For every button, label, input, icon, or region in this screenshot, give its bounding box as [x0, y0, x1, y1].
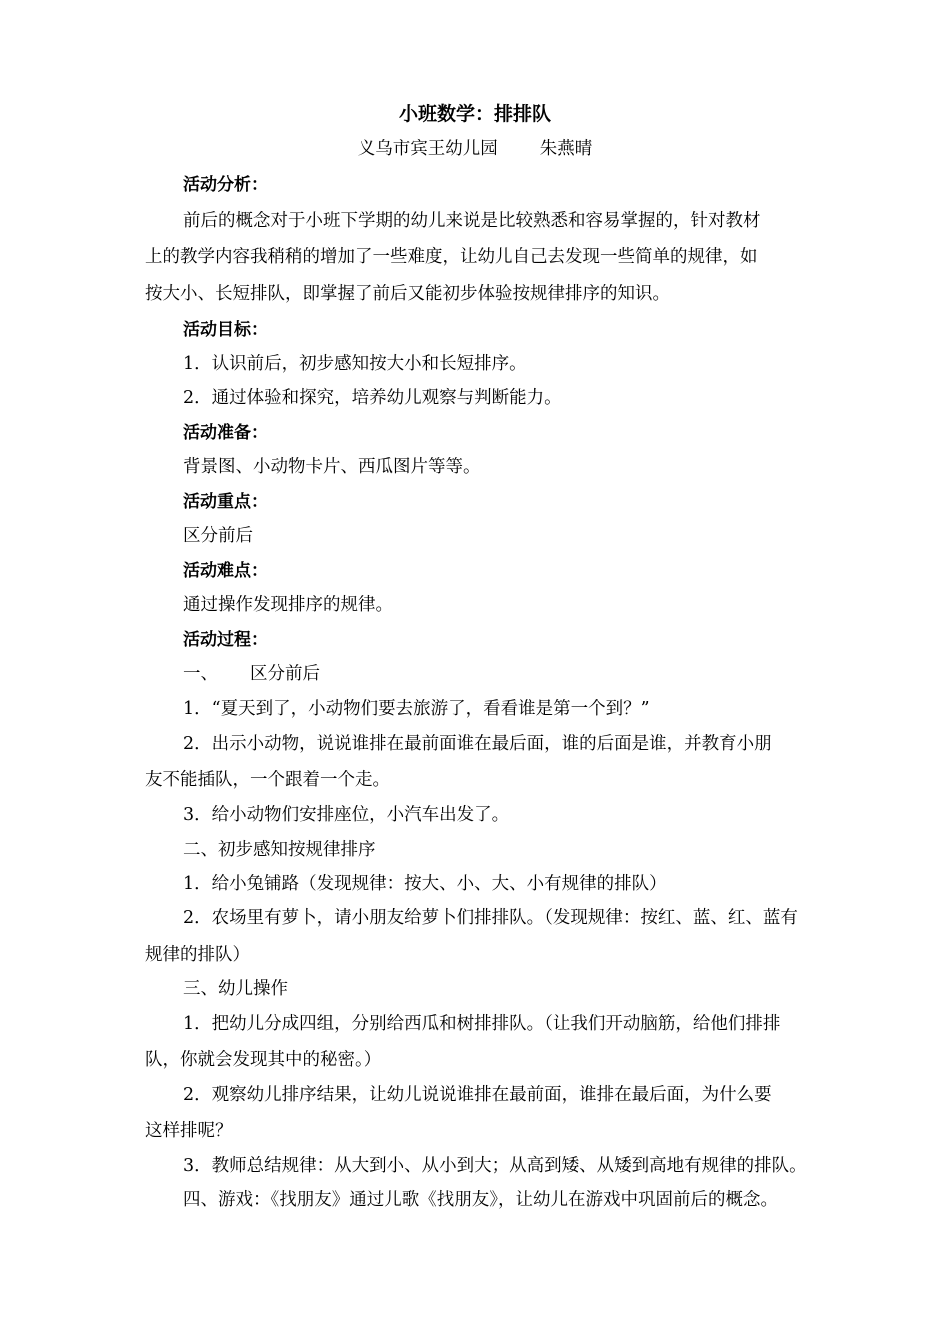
part1-number: 一、: [183, 664, 218, 684]
part2-title: 二、初步感知按规律排序: [183, 840, 376, 860]
goals-heading: 活动目标：: [183, 320, 268, 340]
part1-item-3: 3．给小动物们安排座位，小汽车出发了。: [183, 805, 510, 825]
prep-text: 背景图、小动物卡片、西瓜图片等等。: [183, 457, 481, 477]
author-line: [0, 137, 950, 161]
analysis-heading: 活动分析：: [183, 175, 268, 195]
difficulty-text: 通过操作发现排序的规律。: [183, 595, 393, 615]
analysis-line-1: 前后的概念对于小班下学期的幼儿来说是比较熟悉和容易掌握的，针对教材: [183, 211, 761, 231]
process-heading: 活动过程：: [183, 630, 268, 650]
prep-heading: 活动准备：: [183, 423, 268, 443]
key-heading: 活动重点：: [183, 492, 268, 512]
part3-item-1a: 1．把幼儿分成四组，分别给西瓜和树排排队。（让我们开动脑筋，给他们排排: [183, 1014, 781, 1034]
author-name: 朱燕晴: [539, 139, 593, 159]
part3-item-2b: 这样排呢？: [145, 1121, 233, 1141]
part2-item-2a: 2．农场里有萝卜，请小朋友给萝卜们排排队。（发现规律：按红、蓝、红、蓝有: [183, 908, 798, 928]
part3-item-3: 3．教师总结规律：从大到小、从小到大；从高到矮、从矮到高地有规律的排队。: [183, 1156, 807, 1176]
part1-label: 区分前后: [250, 664, 320, 684]
document-title: 小班数学：排排队: [398, 103, 551, 125]
analysis-line-2: 上的教学内容我稍稍的增加了一些难度，让幼儿自己去发现一些简单的规律，如: [145, 247, 758, 267]
part3-title: 三、幼儿操作: [183, 979, 288, 999]
part2-item-1: 1．给小兔铺路（发现规律：按大、小、大、小有规律的排队）: [183, 874, 667, 894]
part1-title: [183, 662, 853, 686]
part1-item-1: 1．“夏天到了，小动物们要去旅游了，看看谁是第一个到？”: [183, 699, 650, 719]
part3-item-1b: 队，你就会发现其中的秘密。）: [145, 1050, 382, 1070]
key-text: 区分前后: [183, 526, 253, 546]
goal-item-2: 2．通过体验和探究，培养幼儿观察与判断能力。: [183, 388, 562, 408]
goal-item-1: 1．认识前后，初步感知按大小和长短排序。: [183, 354, 527, 374]
part2-item-2b: 规律的排队）: [145, 945, 250, 965]
difficulty-heading: 活动难点：: [183, 561, 268, 581]
part4-title: 四、游戏：《找朋友》通过儿歌《找朋友》，让幼儿在游戏中巩固前后的概念。: [183, 1190, 778, 1210]
part1-item-2a: 2．出示小动物，说说谁排在最前面谁在最后面，谁的后面是谁，并教育小朋: [183, 734, 772, 754]
part1-item-2b: 友不能插队，一个跟着一个走。: [145, 770, 390, 790]
part3-item-2a: 2．观察幼儿排序结果，让幼儿说说谁排在最前面，谁排在最后面，为什么要: [183, 1085, 772, 1105]
author-school: 义乌市宾王幼儿园: [357, 139, 498, 159]
analysis-line-3: 按大小、长短排队，即掌握了前后又能初步体验按规律排序的知识。: [145, 284, 670, 304]
